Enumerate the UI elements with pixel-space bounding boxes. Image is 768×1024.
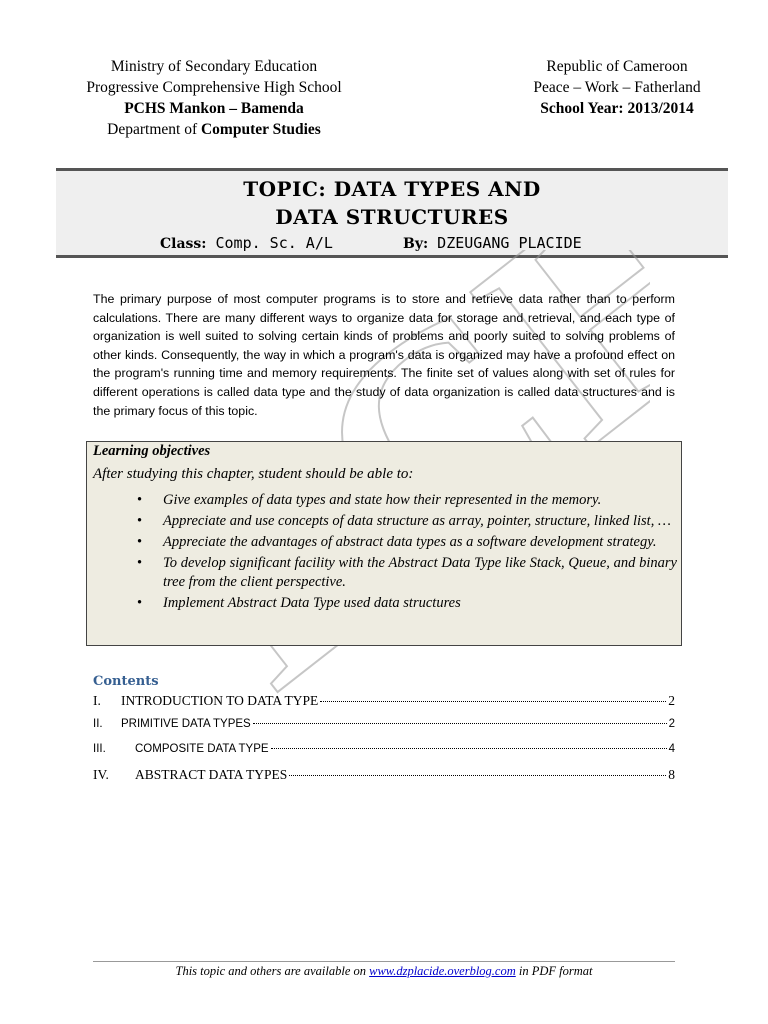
- toc-entry[interactable]: [93, 743, 675, 755]
- toc-label: ABSTRACT DATA TYPES: [135, 767, 288, 782]
- class-info: [160, 234, 333, 252]
- intro-paragraph: The primary purpose of most computer programs is to store and retrieve data rather than to perform calculations. There are many different ways to organize data for storage and retrieval, and each type of organization is well suited to solving certain kinds of problems and poorly suited to solving problems of other kinds. Consequently, the way in which a program's data is organized may have a profound effect on the program's running time and memory requirements. The finite set of values along with set of rules for different operations is called data type and the study of data organization is called data structures and is the primary focus of this topic.: [93, 292, 675, 418]
- objective-item: • Appreciate the advantages of abstract data types as a software development strategy.: [137, 533, 677, 552]
- toc-leader-dots: [271, 748, 667, 749]
- objective-item: • Give examples of data types and state how their represented in the memory.: [137, 491, 677, 510]
- toc-entry[interactable]: [93, 718, 675, 730]
- school-short-name: PCHS Mankon – Bamenda: [124, 100, 304, 117]
- footer-note: [93, 964, 675, 979]
- toc-number: I.: [93, 693, 101, 708]
- toc-leader-dots: [320, 701, 666, 702]
- toc-number: II.: [93, 718, 103, 730]
- class-label: Class:: [160, 236, 207, 252]
- author-info: [403, 234, 582, 252]
- objective-item: • To develop significant facility with the Abstract Data Type like Stack, Queue, and binary tree from the client perspective.: [137, 554, 677, 592]
- toc-entry[interactable]: [93, 693, 675, 709]
- footer-link[interactable]: www.dzplacide.overblog.com: [369, 964, 516, 978]
- topic-title-line2: DATA STRUCTURES: [275, 205, 509, 229]
- school-name: Progressive Comprehensive High School: [86, 79, 342, 96]
- toc-entry[interactable]: [93, 767, 675, 783]
- contents-title: Contents: [93, 674, 159, 689]
- department-name: Computer Studies: [200, 121, 321, 138]
- learning-objectives-box: [86, 441, 682, 646]
- footer-divider: [93, 961, 675, 962]
- objective-item: • Appreciate and use concepts of data structure as array, pointer, structure, linked list, …: [137, 512, 677, 531]
- toc-page-number: 2: [668, 693, 675, 708]
- objectives-list: [137, 491, 677, 615]
- national-motto: Peace – Work – Fatherland: [533, 79, 701, 96]
- school-year: School Year: 2013/2014: [540, 100, 694, 117]
- objectives-title: Learning objectives: [93, 443, 211, 459]
- author-label: By:: [403, 236, 429, 252]
- objective-item: • Implement Abstract Data Type used data structures: [137, 594, 677, 613]
- class-value: Comp. Sc. A/L: [215, 234, 333, 252]
- author-name: DZEUGANG PLACIDE: [437, 234, 582, 252]
- footer-prefix: This topic and others are available on: [175, 964, 370, 978]
- toc-page-number: 2: [668, 718, 675, 730]
- toc-label: COMPOSITE DATA TYPE: [135, 743, 269, 755]
- department-prefix: Department of: [107, 121, 201, 138]
- toc-label: PRIMITIVE DATA TYPES: [121, 718, 251, 730]
- toc-number: IV.: [93, 767, 109, 782]
- toc-page-number: 8: [668, 767, 675, 782]
- toc-leader-dots: [289, 775, 666, 776]
- objectives-intro: After studying this chapter, student should be able to:: [93, 466, 414, 482]
- ministry-name: Ministry of Secondary Education: [110, 58, 318, 75]
- title-band: [56, 168, 728, 258]
- country-name: Republic of Cameroon: [546, 58, 688, 75]
- toc-label: INTRODUCTION TO DATA TYPE: [121, 693, 319, 708]
- topic-title-line1: TOPIC: DATA TYPES AND: [243, 177, 541, 201]
- toc-leader-dots: [253, 723, 667, 724]
- toc-page-number: 4: [668, 743, 675, 755]
- header-left: [66, 56, 362, 140]
- header-right: [512, 56, 722, 119]
- toc-number: III.: [93, 743, 106, 755]
- department: [66, 119, 362, 140]
- footer-suffix: in PDF format: [515, 964, 593, 978]
